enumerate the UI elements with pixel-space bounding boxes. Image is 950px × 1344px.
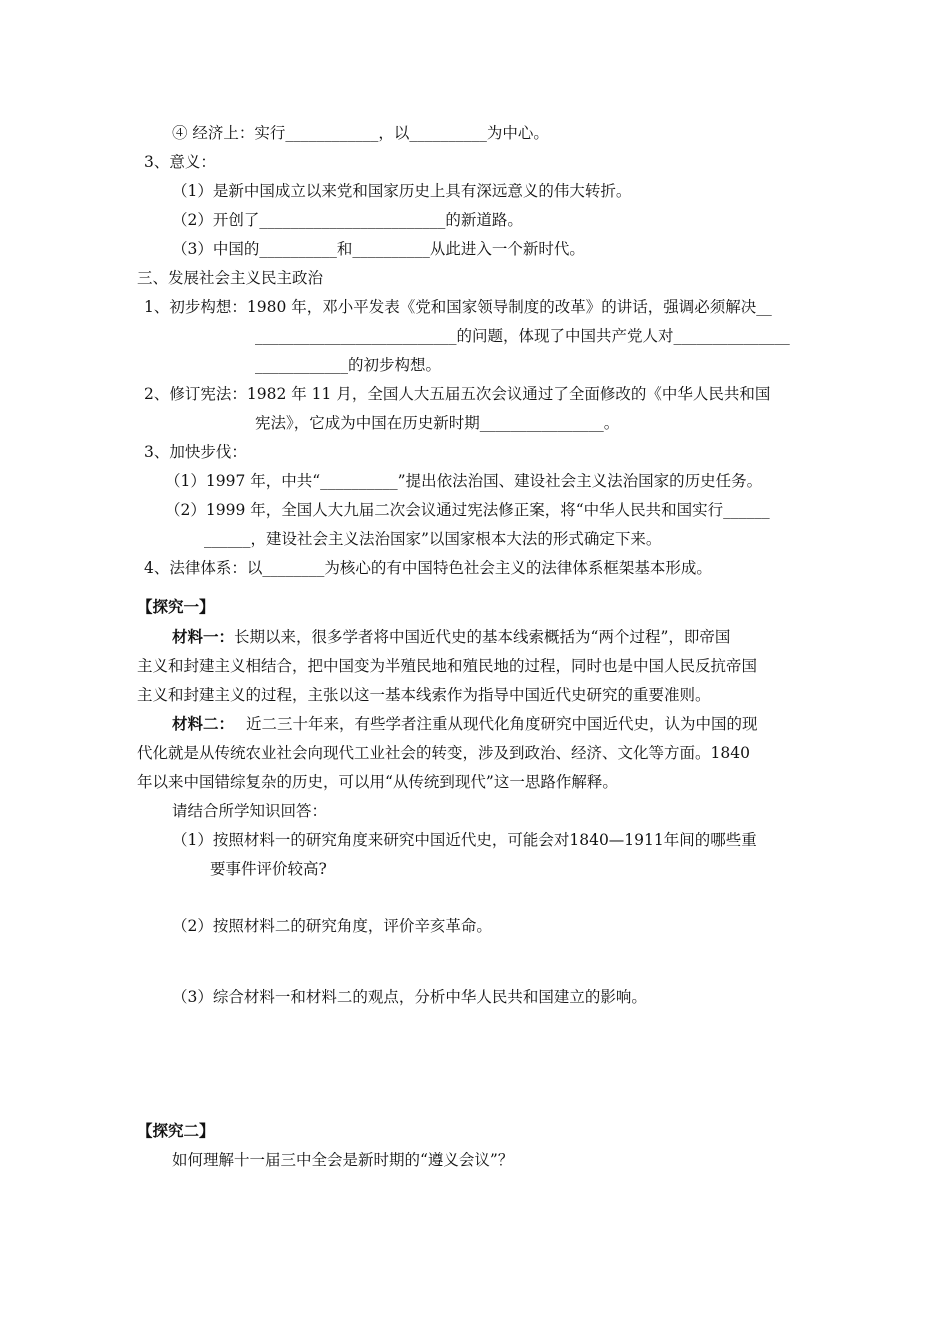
material2-text1: 近二三十年来，有些学者注重从现代化角度研究中国近代史，认为中国的现 [246, 715, 758, 733]
legal-system: 4、法律体系：以________为核心的有中国特色社会主义的法律体系框架基本形成。 [144, 559, 712, 577]
significance-heading: 3、意义： [144, 153, 216, 171]
accelerate-1: （1）1997 年，中共“__________”提出依法治国、建设社会主义法治国家的历史任务。 [165, 472, 763, 490]
question2: （2）按照材料二的研究角度，评价辛亥革命。 [172, 917, 492, 935]
significance-3: （3）中国的__________和__________从此进入一个新时代。 [172, 240, 585, 258]
material2-label: 材料二： [172, 714, 235, 733]
significance-1: （1）是新中国成立以来党和国家历史上具有深远意义的伟大转折。 [172, 182, 632, 200]
question1-line1: （1）按照材料一的研究角度来研究中国近代史，可能会对1840—1911年间的哪些重 [172, 831, 757, 849]
material2-line1 [172, 714, 758, 734]
constitution-line1: 2、修订宪法：1982 年 11 月，全国人大五届五次会议通过了全面修改的《中华人民共和国 [144, 385, 771, 403]
question1-line2: 要事件评价较高? [210, 860, 327, 878]
significance-2: （2）开创了________________________的新道路。 [172, 211, 523, 229]
material1-line3: 主义和封建主义的过程，主张以这一基本线索作为指导中国近代史研究的重要准则。 [137, 686, 711, 704]
material1-line2: 主义和封建主义相结合，把中国变为半殖民地和殖民地的过程，同时也是中国人民反抗帝国 [137, 657, 758, 675]
accelerate-2-line2: ______，建设社会主义法治国家”以国家根本大法的形式确定下来。 [204, 530, 662, 548]
explore2-title: 【探究二】 [137, 1121, 215, 1140]
material1-label: 材料一： [172, 627, 235, 646]
answer-prompt: 请结合所学知识回答： [172, 802, 328, 820]
accelerate-2-line1: （2）1999 年，全国人大九届二次会议通过宪法修正案，将“中华人民共和国实行______ [165, 501, 770, 519]
initial-idea-line1: 1、初步构想：1980 年，邓小平发表《党和国家领导制度的改革》的讲话，强调必须解决__ [144, 298, 772, 316]
initial-idea-line2: __________________________的问题，体现了中国共产党人对_______________ [255, 327, 790, 345]
constitution-line2: 宪法》，它成为中国在历史新时期________________。 [255, 414, 620, 432]
material2-line2: 代化就是从传统农业社会向现代工业社会的转变，涉及到政治、经济、文化等方面。1840 [137, 744, 750, 762]
question3: （3）综合材料一和材料二的观点，分析中华人民共和国建立的影响。 [172, 988, 647, 1006]
accelerate-heading: 3、加快步伐： [144, 443, 247, 461]
section3-heading: 三、发展社会主义民主政治 [137, 269, 324, 287]
material1-line1 [172, 627, 730, 647]
explore1-title: 【探究一】 [137, 597, 215, 616]
explore2-question: 如何理解十一届三中全会是新时期的“遵义会议”？ [172, 1151, 514, 1169]
economic-item: ④ 经济上：实行____________，以__________为中心。 [172, 124, 549, 142]
material1-text1: 长期以来，很多学者将中国近代史的基本线索概括为“两个过程”，即帝国 [234, 628, 731, 646]
initial-idea-line3: ____________的初步构想。 [255, 356, 442, 374]
material2-line3: 年以来中国错综复杂的历史，可以用“从传统到现代”这一思路作解释。 [137, 773, 618, 791]
